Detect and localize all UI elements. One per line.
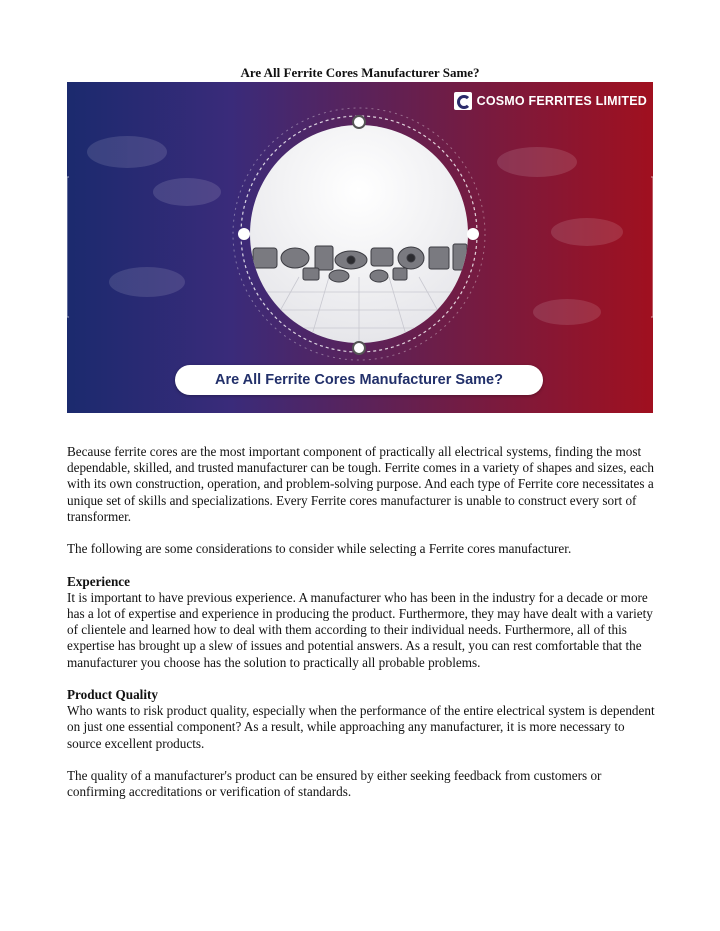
ring-dot-top xyxy=(353,116,365,128)
ring-dot-bottom xyxy=(353,342,365,354)
page-title: Are All Ferrite Cores Manufacturer Same? xyxy=(240,65,480,80)
section-text-product-quality: Who wants to risk product quality, especially when the performance of the entire electrical system is dependent on just one essential component? As a result, while approaching any manufacturer, it is more necessary to source excellent products. xyxy=(67,703,655,751)
left-bracket xyxy=(67,177,69,317)
intro-paragraph: Because ferrite cores are the most important component of practically all electrical systems, finding the most dependable, skilled, and trusted manufacturer can be tough. Ferrite comes in a variety of shapes and sizes, each with its own construction, operation, and problem-solving purpose. And each type of Ferrite core necessitates a unique set of skills and specializations. Every Ferrite cores manufacturer is unable to construct every sort of transformer. xyxy=(67,444,654,524)
logo-icon xyxy=(454,92,472,110)
right-bracket xyxy=(651,177,653,317)
article-body xyxy=(67,444,657,817)
ring-dot-right xyxy=(467,228,479,240)
logo-text: COSMO FERRITES LIMITED xyxy=(476,94,647,108)
company-logo xyxy=(454,92,647,110)
ring-dot-left xyxy=(238,228,250,240)
section-heading-product-quality: Product Quality xyxy=(67,687,158,702)
section-text-experience: It is important to have previous experience. A manufacturer who has been in the industry for a decade or more has a lot of expertise and experience in producing the product. Furthermore, they may have dealt with a variety of clientele and learned how to deal with them according to their individual needs. Furthermore, all of this expertise has brought up a slew of issues and potential answers. As a result, you can rest comfortable that the manufacturer you choose has the solution to practically all probable problems. xyxy=(67,589,653,670)
hero-illustration xyxy=(67,82,653,413)
considerations-paragraph: The following are some considerations to consider while selecting a Ferrite cores manufacturer. xyxy=(67,541,572,557)
banner-title: Are All Ferrite Cores Manufacturer Same? xyxy=(175,365,543,395)
closing-paragraph: The quality of a manufacturer's product can be ensured by either seeking feedback from customers or confirming accreditations or verification of standards. xyxy=(67,768,602,800)
section-heading-experience: Experience xyxy=(67,573,130,589)
hero-image xyxy=(67,82,653,413)
